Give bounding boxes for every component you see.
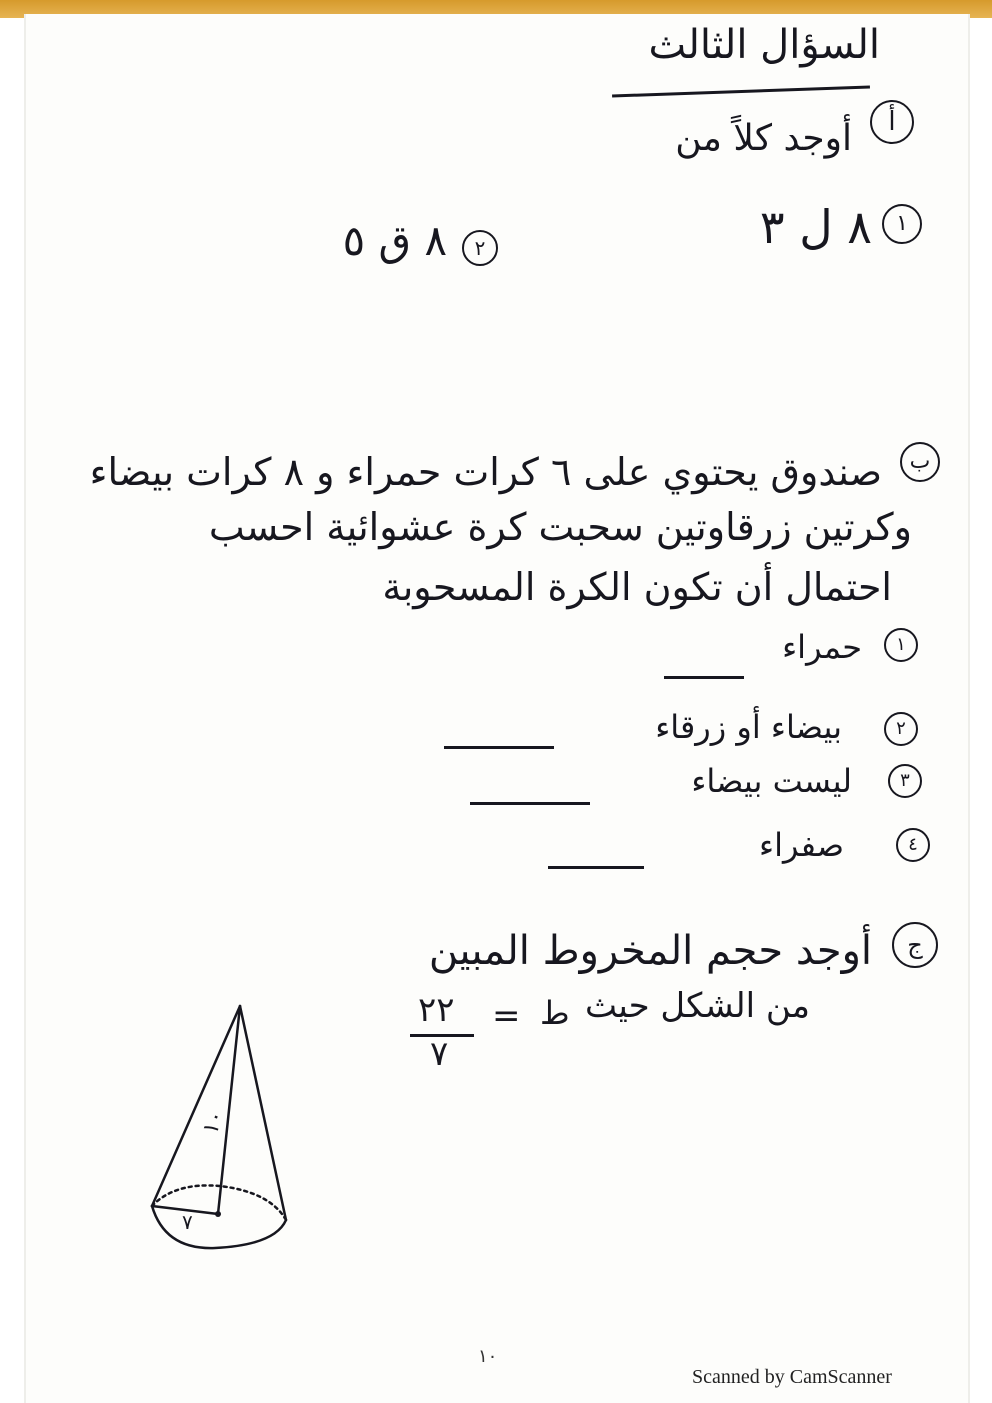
part-b-item-4-text: صفراء: [759, 826, 844, 864]
part-b-marker: ب: [900, 442, 940, 482]
part-b-item-1-number: ١: [884, 628, 918, 662]
part-b-item-2-number: ٢: [884, 712, 918, 746]
part-b-item-1-text: حمراء: [782, 628, 862, 666]
part-b-item-2-text: بيضاء أو زرقاء: [655, 708, 842, 746]
part-b-item-4-number: ٤: [896, 828, 930, 862]
part-b-item-3-number: ٣: [888, 764, 922, 798]
equals-sign: =: [492, 996, 521, 1036]
fraction-numerator: ٢٢: [418, 990, 455, 1030]
part-c-marker: ج: [892, 922, 938, 968]
part-b-line-1: صندوق يحتوي على ٦ كرات حمراء و ٨ كرات بيضاء: [89, 450, 882, 494]
page-footer-mark: ١٠: [478, 1346, 498, 1367]
cone-radius-label: ٧: [182, 1210, 193, 1234]
part-b-item-2-answer-line: [444, 746, 554, 749]
part-c-line-2: من الشكل حيث: [584, 986, 810, 1026]
part-b-item-4-answer-line: [548, 866, 644, 869]
part-a-prompt: أوجد كلاً من: [675, 118, 852, 159]
section-title: السؤال الثالث: [648, 22, 880, 68]
scanner-watermark: Scanned by CamScanner: [692, 1366, 892, 1388]
part-a-item-2-number: ٢: [462, 230, 498, 266]
part-c-line-1: أوجد حجم المخروط المبين: [428, 928, 872, 974]
part-b-line-2: وكرتين زرقاوتين سحبت كرة عشوائية احسب: [208, 505, 912, 549]
part-b-item-1-answer-line: [664, 676, 744, 679]
fraction-denominator: ٧: [430, 1034, 449, 1074]
part-b-line-3: احتمال أن تكون الكرة المسحوبة: [382, 565, 892, 609]
part-a-marker: أ: [870, 100, 914, 144]
part-b-item-3-answer-line: [470, 802, 590, 805]
part-b-item-3-text: ليست بيضاء: [691, 762, 852, 800]
part-a-item-2-text: ٨ ق ٥: [342, 216, 447, 265]
pi-label: ط: [540, 994, 570, 1032]
part-a-item-1-number: ١: [882, 204, 922, 244]
cone-slant-label: ١٠: [198, 1107, 230, 1138]
part-a-item-1-text: ٨ ل ٣: [759, 200, 872, 254]
